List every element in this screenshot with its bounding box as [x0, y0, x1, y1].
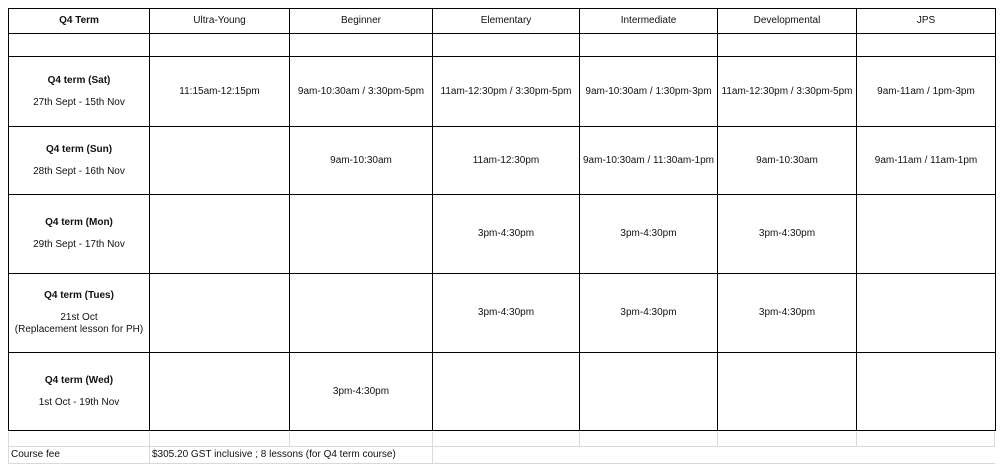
schedule-sheet [8, 8, 996, 431]
slot-cell: 3pm-4:30pm [433, 195, 580, 274]
slot-cell [718, 353, 857, 431]
term-dates: 21st Oct [60, 312, 98, 323]
row-tues [9, 274, 996, 353]
term-title: Q4 term (Sun) [45, 143, 113, 155]
header-ultra-young: Ultra-Young [150, 9, 290, 34]
slot-cell: 9am-10:30am / 1:30pm-3pm [580, 57, 718, 127]
slot-cell [857, 353, 996, 431]
slot-cell: 9am-11am / 11am-1pm [857, 127, 996, 195]
blank-cell [150, 34, 290, 57]
slot-cell [290, 274, 433, 353]
header-intermediate: Intermediate [580, 9, 718, 34]
gridline [289, 432, 290, 446]
header-row [9, 9, 996, 34]
slot-cell [290, 195, 433, 274]
blank-row [9, 34, 996, 57]
term-title: Q4 term (Mon) [45, 217, 113, 228]
blank-cell [857, 34, 996, 57]
header-q4-term: Q4 Term [9, 9, 150, 34]
gridline [994, 432, 995, 446]
term-dates: 27th Sept - 15th Nov [33, 96, 125, 108]
slot-cell [580, 353, 718, 431]
term-dates: 1st Oct - 19th Nov [38, 396, 120, 408]
row-wed [9, 353, 996, 431]
term-dates: 29th Sept - 17th Nov [33, 239, 125, 250]
term-title: Q4 term (Tues) [44, 290, 114, 301]
slot-cell: 11am-12:30pm / 3:30pm-5pm [718, 57, 857, 127]
slot-cell: 3pm-4:30pm [580, 195, 718, 274]
gridline [579, 432, 580, 446]
blank-cell [718, 34, 857, 57]
gridline [432, 447, 433, 463]
slot-cell [857, 195, 996, 274]
gridline [432, 432, 433, 446]
gridline [717, 432, 718, 446]
slot-cell: 11am-12:30pm / 3:30pm-5pm [433, 57, 580, 127]
header-jps: JPS [857, 9, 996, 34]
term-cell-tues [9, 274, 150, 353]
gridline [149, 447, 150, 463]
header-elementary: Elementary [433, 9, 580, 34]
slot-cell: 11am-12:30pm [433, 127, 580, 195]
term-cell-mon [9, 195, 150, 274]
blank-cell [9, 34, 150, 57]
row-sat [9, 57, 996, 127]
slot-cell: 9am-10:30am / 3:30pm-5pm [290, 57, 433, 127]
slot-cell [150, 353, 290, 431]
term-note: (Replacement lesson for PH) [14, 324, 144, 335]
header-beginner: Beginner [290, 9, 433, 34]
gridline [149, 432, 150, 446]
slot-cell [433, 353, 580, 431]
slot-cell: 9am-10:30am [718, 127, 857, 195]
course-fee-row [8, 447, 995, 464]
slot-cell: 3pm-4:30pm [718, 274, 857, 353]
slot-cell [150, 274, 290, 353]
blank-cell [433, 34, 580, 57]
term-cell-wed [9, 353, 150, 431]
gridline [856, 432, 857, 446]
blank-cell [290, 34, 433, 57]
term-title: Q4 term (Sat) [47, 74, 111, 86]
slot-cell: 9am-10:30am [290, 127, 433, 195]
slot-cell [857, 274, 996, 353]
gridline [8, 432, 9, 446]
spacer-row [8, 432, 995, 447]
row-mon [9, 195, 996, 274]
schedule-table [8, 8, 996, 431]
course-fee-label: Course fee [11, 449, 60, 460]
term-dates: 28th Sept - 16th Nov [33, 165, 125, 177]
term-cell-sat [9, 57, 150, 127]
slot-cell [150, 195, 290, 274]
slot-cell: 3pm-4:30pm [433, 274, 580, 353]
slot-cell: 3pm-4:30pm [290, 353, 433, 431]
term-title: Q4 term (Wed) [44, 374, 114, 386]
slot-cell [150, 127, 290, 195]
slot-cell: 3pm-4:30pm [718, 195, 857, 274]
slot-cell: 3pm-4:30pm [580, 274, 718, 353]
slot-cell: 9am-10:30am / 11:30am-1pm [580, 127, 718, 195]
blank-cell [580, 34, 718, 57]
slot-cell: 9am-11am / 1pm-3pm [857, 57, 996, 127]
header-developmental: Developmental [718, 9, 857, 34]
slot-cell: 11:15am-12:15pm [150, 57, 290, 127]
row-sun [9, 127, 996, 195]
term-cell-sun [9, 127, 150, 195]
course-fee-value: $305.20 GST inclusive ; 8 lessons (for Q4 term course) [152, 449, 396, 460]
gridline [8, 447, 9, 463]
